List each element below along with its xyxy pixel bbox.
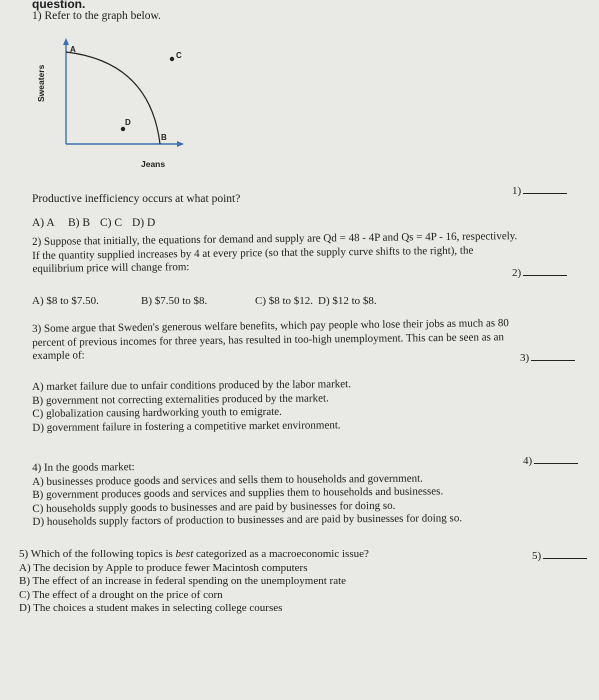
q3-answer-blank[interactable]	[531, 350, 575, 361]
q5-option-b[interactable]: B) The effect of an increase in federal spending on the unemployment rate	[19, 575, 347, 587]
q3-stem	[32, 317, 509, 363]
q5-option-d[interactable]: D) The choices a student makes in selecting college courses	[19, 602, 283, 614]
q2-line-2: If the quantity supplied increases by 4 at every price (so that the supply curve shifts to the right), the	[32, 244, 474, 262]
q5-block	[19, 548, 369, 616]
ppf-curve	[66, 52, 160, 144]
q2-answer-blank[interactable]	[523, 265, 567, 276]
q5-answer-slot[interactable]	[532, 548, 587, 562]
q3-line-1: 3) Some argue that Sweden's generous welfare benefits, which pay people who lose their jobs as much as 80	[32, 317, 509, 335]
q4-answer-blank[interactable]	[534, 453, 578, 464]
q5-stem-lead: 5) Which of the following topics is	[19, 548, 176, 560]
q5-number: 5)	[532, 550, 542, 562]
point-d-label: D	[125, 118, 131, 127]
q5-option-a[interactable]: A) The decision by Apple to produce fewer Macintosh computers	[19, 561, 308, 574]
q4-option-c[interactable]: C) households supply goods to businesses and are paid by businesses for doing so.	[32, 499, 396, 515]
q5-stem-tail: categorized as a macroeconomic issue?	[193, 548, 369, 560]
q1-option-d[interactable]: D) D	[132, 217, 156, 229]
cut-off-heading: question.	[32, 0, 86, 11]
q2-option-c[interactable]: C) $8 to $12.	[255, 295, 314, 307]
q3-option-b[interactable]: B) government not correcting externalities produced by the market.	[32, 391, 329, 407]
y-axis-label: Sweaters	[36, 64, 46, 102]
q2-option-d[interactable]: D) $12 to $8.	[318, 295, 377, 307]
q4-stem: 4) In the goods market:	[32, 461, 135, 474]
q4-number: 4)	[523, 455, 533, 467]
q4-option-a[interactable]: A) businesses produce goods and services and sells them to households and government.	[32, 472, 423, 488]
q4-block	[32, 458, 462, 529]
q5-answer-blank[interactable]	[543, 548, 587, 559]
q2-option-a[interactable]: A) $8 to $7.50.	[32, 295, 99, 307]
q1-text: Productive inefficiency occurs at what point?	[32, 193, 241, 205]
q1-option-a[interactable]: A) A	[32, 217, 55, 229]
q3-options	[32, 378, 351, 435]
point-a-label: A	[70, 45, 76, 54]
q5-stem-emphasis: best	[175, 548, 194, 560]
q2-option-b[interactable]: B) $7.50 to $8.	[141, 295, 208, 307]
point-d-dot	[121, 127, 125, 131]
q1-prompt: 1) Refer to the graph below.	[32, 10, 161, 22]
q5-option-c[interactable]: C) The effect of a drought on the price of corn	[19, 588, 223, 601]
q1-number: 1)	[512, 185, 522, 197]
q3-answer-slot[interactable]	[520, 350, 575, 364]
q2-line-1: 2) Suppose that initially, the equations for demand and supply are Qd = 48 - 4P and Qs = 4P - 16, respectively.	[32, 230, 518, 248]
ppf-graph	[30, 36, 200, 176]
q3-option-a[interactable]: A) market failure due to unfair conditions produced by the labor market.	[32, 378, 351, 393]
q1-answer-blank[interactable]	[523, 183, 567, 194]
point-b-label: B	[161, 133, 167, 142]
q1-options	[32, 216, 155, 230]
point-c-dot	[170, 57, 174, 61]
q2-options	[32, 295, 377, 309]
q3-line-3: example of:	[32, 349, 85, 362]
q1-option-b[interactable]: B) B	[68, 217, 91, 229]
q5-stem	[19, 548, 369, 562]
q2-answer-slot[interactable]	[512, 265, 567, 279]
q3-option-c[interactable]: C) globalization causing hardworking youth to emigrate.	[32, 405, 282, 420]
q4-option-b[interactable]: B) government produces goods and services and supplies them to households and businesses.	[32, 485, 444, 501]
q3-line-2: percent of previous incomes for three years, has resulted in too-high unemployment. This can be seen as an	[32, 330, 505, 349]
x-axis-label: Jeans	[141, 159, 166, 169]
y-axis	[63, 38, 69, 144]
q3-option-d[interactable]: D) government failure in fostering a competitive market environment.	[32, 418, 341, 434]
q1-option-c[interactable]: C) C	[100, 217, 123, 229]
q4-option-d[interactable]: D) households supply factors of production to businesses and are paid by businesses for doing so.	[32, 512, 463, 528]
q1-answer-slot[interactable]	[512, 183, 567, 197]
q4-answer-slot[interactable]	[523, 453, 578, 467]
q2-number: 2)	[512, 267, 522, 279]
q3-number: 3)	[520, 352, 530, 364]
q2-stem	[32, 230, 518, 276]
point-c-label: C	[176, 51, 182, 60]
q2-line-3: equilibrium price will change from:	[32, 261, 190, 275]
